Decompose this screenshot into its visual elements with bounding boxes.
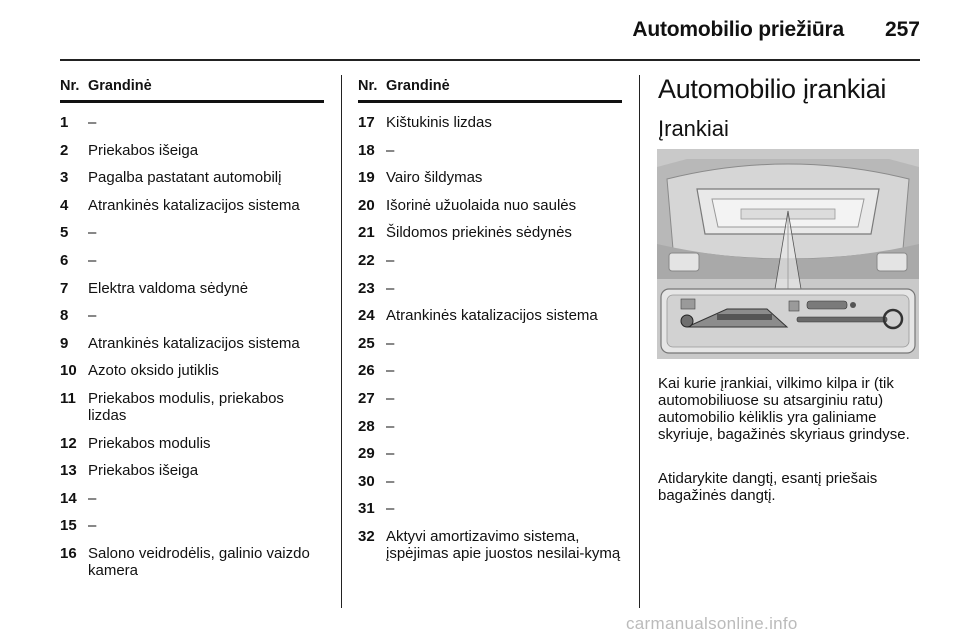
tools-paragraph-1: Kai kurie įrankiai, vilkimo kilpa ir (tik automobiliuose su atsarginiu ratu) automobilio kėliklis yra galiniame skyriuje, bagažinės skyriaus grindyse. [658,375,910,443]
table-row [358,164,622,192]
circuit-name: – [88,251,97,269]
fuse-table-rows [60,109,324,585]
fuse-number: 20 [358,196,375,214]
circuit-name: Priekabos modulis, priekabos lizdas [88,389,284,424]
circuit-name: – [88,224,97,242]
circuit-name: – [386,362,395,380]
trunk-tools-illustration [657,149,919,359]
fuse-number: 29 [358,445,375,463]
page-header-title: Automobilio priežiūra [632,18,844,41]
circuit-name: Azoto oksido jutiklis [88,362,219,380]
fuse-number: 2 [60,141,69,159]
table-row [60,247,324,275]
table-row [60,540,324,585]
table-row [60,275,324,303]
fuse-table-right [358,78,622,568]
fuse-number: 10 [60,362,77,380]
fuse-number: 13 [60,462,77,480]
table-row [60,457,324,485]
table-row [60,485,324,513]
table-row [60,137,324,165]
section-title: Automobilio įrankiai [658,74,887,104]
fuse-number: 9 [60,334,69,352]
fuse-number: 25 [358,334,375,352]
fuse-number: 28 [358,417,375,435]
circuit-name: Išorinė užuolaida nuo saulės [386,196,577,214]
table-row [358,192,622,220]
fuse-number: 18 [358,141,375,159]
table-row [60,219,324,247]
col-header-nr: Nr. [358,78,378,94]
table-row [60,164,324,192]
fuse-number: 12 [60,434,77,452]
fuse-number: 15 [60,517,77,535]
table-row [60,357,324,385]
fuse-number: 24 [358,307,375,325]
circuit-name: – [386,334,395,352]
table-row [358,219,622,247]
circuit-name: Aktyvi amortizavimo sistema, įspėjimas apie juostos nesilai-kymą [386,527,621,562]
circuit-name: Elektra valdoma sėdynė [88,279,249,297]
fuse-number: 21 [358,224,375,242]
fuse-number: 8 [60,307,69,325]
table-row [60,430,324,458]
circuit-name: – [88,114,97,131]
col-header-circuit: Grandinė [386,78,450,94]
fuse-table-header [358,78,622,103]
fuse-number: 30 [358,472,375,490]
col-header-circuit: Grandinė [88,78,152,94]
column-divider-right [639,75,640,608]
circuit-name: Priekabos modulis [88,434,211,452]
table-row [358,247,622,275]
table-row [60,385,324,430]
table-row [358,523,622,568]
fuse-number: 16 [60,544,77,562]
fuse-number: 19 [358,169,375,187]
circuit-name: Šildomos priekinės sėdynės [386,224,572,242]
circuit-name: Atrankinės katalizacijos sistema [88,334,300,352]
fuse-number: 4 [60,196,69,214]
circuit-name: Atrankinės katalizacijos sistema [386,307,598,325]
circuit-name: – [88,517,97,535]
table-row [358,468,622,496]
fuse-table-left [60,78,324,585]
fuse-number: 31 [358,500,375,518]
fuse-number: 23 [358,279,375,297]
fuse-number: 17 [358,114,375,131]
circuit-name: Priekabos išeiga [88,141,199,159]
fuse-number: 14 [60,489,77,507]
circuit-name: – [88,307,97,325]
watermark: carmanualsonline.info [626,614,798,633]
circuit-name: Salono veidrodėlis, galinio vaizdo kamera [88,544,310,579]
circuit-name: Priekabos išeiga [88,462,199,480]
circuit-name: Vairo šildymas [386,169,483,187]
subsection-title: Įrankiai [658,116,729,141]
table-row [60,330,324,358]
fuse-table-rows [358,109,622,568]
table-row [358,330,622,358]
circuit-name: – [386,279,395,297]
fuse-table-header [60,78,324,103]
table-row [358,440,622,468]
page-number: 257 [884,18,920,41]
table-row [60,512,324,540]
circuit-name: – [386,445,395,463]
fuse-number: 26 [358,362,375,380]
circuit-name: – [386,141,395,159]
table-row [358,137,622,165]
fuse-number: 27 [358,389,375,407]
table-row [358,495,622,523]
table-row [60,302,324,330]
table-row [60,192,324,220]
circuit-name: – [88,489,97,507]
fuse-number: 32 [358,527,375,545]
page-header [0,0,960,60]
col-header-nr: Nr. [60,78,80,94]
circuit-name: Kištukinis lizdas [386,114,492,131]
fuse-number: 22 [358,251,375,269]
fuse-number: 7 [60,279,69,297]
fuse-number: 11 [60,389,76,407]
table-row [358,275,622,303]
fuse-number: 1 [60,114,69,131]
table-row [358,109,622,137]
circuit-name: – [386,472,395,490]
table-row [358,385,622,413]
fuse-number: 5 [60,224,69,242]
circuit-name: – [386,417,395,435]
circuit-name: – [386,500,395,518]
circuit-name: – [386,389,395,407]
circuit-name: Atrankinės katalizacijos sistema [88,196,300,214]
column-divider-left [341,75,342,608]
header-rule [60,59,920,61]
tools-paragraph-2: Atidarykite dangtį, esantį priešais bagažinės dangtį. [658,470,878,504]
table-row [358,357,622,385]
circuit-name: Pagalba pastatant automobilį [88,169,282,187]
fuse-number: 6 [60,251,69,269]
fuse-number: 3 [60,169,69,187]
table-row [60,109,324,137]
circuit-name: – [386,251,395,269]
table-row [358,302,622,330]
table-row [358,413,622,441]
